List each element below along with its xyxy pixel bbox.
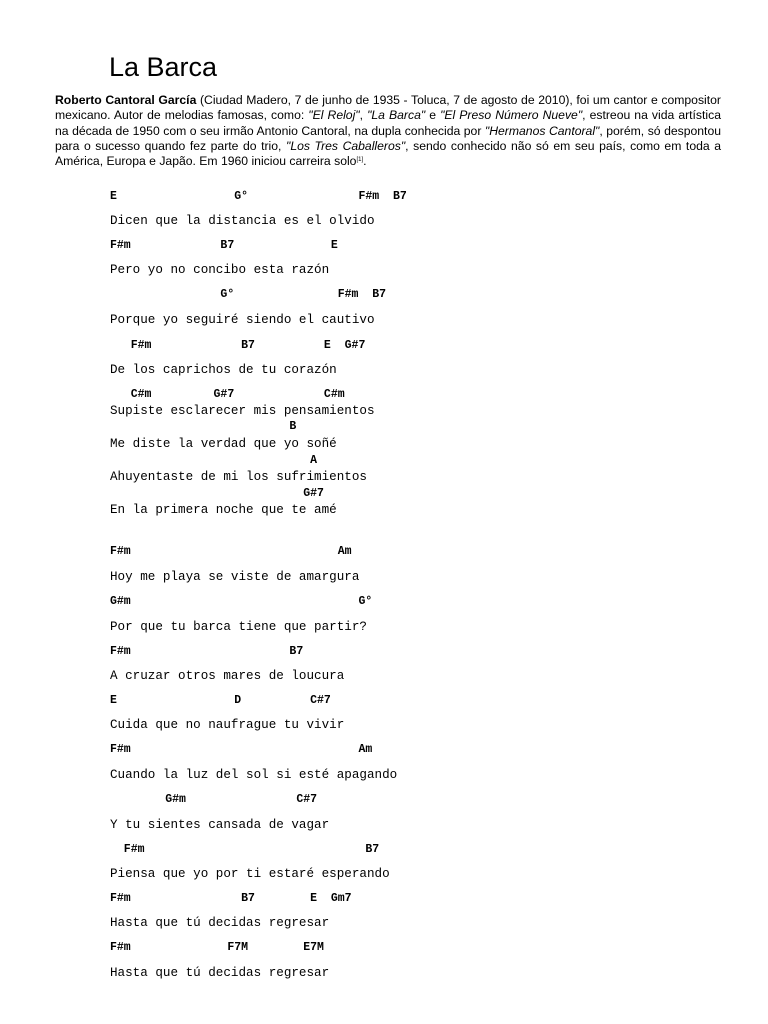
lyric-line: Dicen que la distancia es el olvido	[110, 214, 375, 228]
chord-line: G° F#m B7	[110, 288, 387, 301]
trio-name: "Los Tres Caballeros"	[286, 138, 406, 153]
song-title: "El Preso Número Nueve"	[440, 108, 583, 123]
chord-line: F#m Am	[110, 545, 352, 558]
lyric-line: De los caprichos de tu corazón	[110, 363, 337, 377]
chord-line: F#m B7 E G#7	[110, 339, 366, 352]
lyric-line: Pero yo no concibo esta razón	[110, 263, 330, 277]
page-title: La Barca	[109, 52, 218, 82]
chord-line: E G° F#m B7	[110, 190, 407, 203]
lyric-line: Piensa que yo por ti estaré esperando	[110, 867, 390, 881]
lyric-line: Me diste la verdad que yo soñé	[110, 437, 337, 451]
lyric-line: Supiste esclarecer mis pensamientos	[110, 404, 375, 418]
chord-line: F#m B7 E Gm7	[110, 892, 352, 905]
chord-line: F#m F7M E7M	[110, 941, 324, 954]
lyric-line: Cuida que no naufrague tu vivir	[110, 718, 345, 732]
lyric-line: A cruzar otros mares de loucura	[110, 669, 345, 683]
chord-line: G#7	[110, 487, 324, 500]
chord-line: G#m G°	[110, 595, 373, 608]
lyric-line: Hoy me playa se viste de amargura	[110, 570, 360, 584]
chord-line: F#m Am	[110, 743, 373, 756]
lyric-line: Porque yo seguiré siendo el cautivo	[110, 313, 375, 327]
lyric-line: Hasta que tú decidas regresar	[110, 966, 330, 980]
lyric-line: Por que tu barca tiene que partir?	[110, 620, 367, 634]
chord-line: C#m G#7 C#m	[110, 388, 345, 401]
chord-line: A	[110, 454, 318, 467]
chord-line: F#m B7 E	[110, 239, 338, 252]
chord-line: G#m C#7	[110, 793, 318, 806]
author-bio: Roberto Cantoral García (Ciudad Madero, 7 de junho de 1935 - Toluca, 7 de agosto de 2010), foi um cantor e compositor mexicano. Autor de melodias famosas, como: "El Reloj", "La Barca" e "El Preso Número Nueve", estreou na vida artística na década de 1950 com o seu irmão Antonio Cantoral, na dupla conhecida por "Hermanos Cantoral", porém, só despontou para o sucesso quando fez parte do trio, "Los Tres Caballeros", sendo conhecido não só em seu país, como em toda a América, Europa e Japão. Em 1960 iniciou carreira solo[1].	[55, 93, 721, 169]
lyric-line: Hasta que tú decidas regresar	[110, 916, 330, 930]
chord-line: F#m B7	[110, 645, 304, 658]
chord-line: E D C#7	[110, 694, 331, 707]
chord-line: B	[110, 420, 297, 433]
lyric-line: En la primera noche que te amé	[110, 503, 337, 517]
song-title: "El Reloj"	[308, 108, 360, 123]
lyric-line: Cuando la luz del sol si esté apagando	[110, 768, 398, 782]
author-name: Roberto Cantoral García	[55, 93, 197, 107]
reference-link[interactable]: [1]	[356, 157, 364, 164]
lyric-line: Ahuyentaste de mi los sufrimientos	[110, 470, 367, 484]
chord-line: F#m B7	[110, 843, 380, 856]
duo-name: "Hermanos Cantoral"	[484, 123, 600, 138]
song-title: "La Barca"	[367, 108, 426, 123]
lyric-line: Y tu sientes cansada de vagar	[110, 818, 330, 832]
